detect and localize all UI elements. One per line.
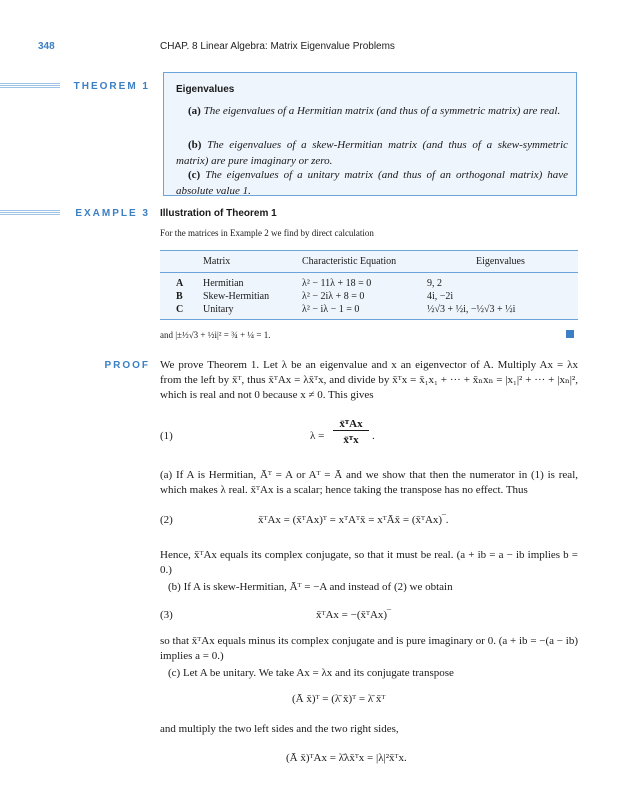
equation-1-denominator: x̄ᵀx [343, 434, 359, 446]
running-head: CHAP. 8 Linear Algebra: Matrix Eigenvalue Problems [160, 41, 395, 52]
theorem-item-b-text: The eigenvalues of a skew-Hermitian matrix (and thus of a skew-symmetric matrix) are pure imaginary or zero. [176, 139, 569, 167]
theorem-item-c [176, 167, 568, 199]
example-label: EXAMPLE 3 [75, 208, 150, 219]
proof-paragraph-c: (c) Let A be unitary. We take Ax = λx and its conjugate transpose [168, 667, 454, 679]
theorem-item-a [176, 103, 568, 119]
proof-paragraph-a2: Hence, x̄ᵀAx equals its complex conjugate, so that it must be real. (a + ib = a − ib implies b = 0.) [160, 549, 578, 576]
equation-4: (Ā x̄)ᵀ = (λ̄ x̄)ᵀ = λ̄ x̄ᵀ [292, 693, 386, 705]
theorem-item-b-label: (b) [188, 139, 202, 151]
table-row-a-equation: λ² − 11λ + 18 = 0 [302, 278, 372, 289]
theorem-rule [0, 83, 60, 91]
proof-paragraph-c2: and multiply the two left sides and the two right sides, [160, 723, 399, 735]
theorem-item-a-text: The eigenvalues of a Hermitian matrix (and thus of a symmetric matrix) are real. [203, 105, 561, 117]
table-row-a-eigenvalues: 9, 2 [427, 278, 442, 289]
table-row-c-letter: C [176, 304, 184, 315]
table-header-equation: Characteristic Equation [302, 256, 397, 267]
table-row-b-eigenvalues: 4i, −2i [427, 291, 454, 302]
table-row-c-eigenvalues: ½√3 + ½i, −½√3 + ½i [427, 304, 516, 315]
example-title: Illustration of Theorem 1 [160, 208, 277, 219]
table-row-b-type: Skew-Hermitian [203, 291, 270, 302]
theorem-title: Eigenvalues [176, 84, 235, 95]
table-row-a-type: Hermitian [203, 278, 244, 289]
equation-1-numerator: x̄ᵀAx [333, 418, 369, 431]
equation-5: (Ā x̄)ᵀAx = λ̄λx̄ᵀx = |λ|²x̄ᵀx. [286, 752, 407, 764]
proof-paragraph-a: (a) If A is Hermitian, Āᵀ = A or Aᵀ = Ā and we show that then the numerator in (1) is real, which makes λ real. x̄ᵀAx is a scalar; hence taking the transpose has no effect. Thus [160, 469, 578, 496]
theorem-box [163, 72, 577, 196]
table-header-matrix: Matrix [203, 256, 231, 267]
equation-1-number: (1) [160, 430, 173, 442]
table-row-a-letter: A [176, 278, 184, 289]
equation-3: x̄ᵀAx = −(x̄ᵀAx)‾ [316, 609, 391, 621]
table-row-b-equation: λ² − 2iλ + 8 = 0 [302, 291, 365, 302]
equation-2: x̄ᵀAx = (x̄ᵀAx)ᵀ = xᵀAᵀx̄ = xᵀĀx̄ = (x̄ᵀAx)‾. [258, 514, 449, 526]
theorem-item-c-text: The eigenvalues of a unitary matrix (and thus of an orthogonal matrix) have absolute value 1. [176, 169, 568, 197]
example-closing: and |±½√3 + ½i|² = ¾ + ¼ = 1. [160, 330, 271, 340]
end-of-example-square [566, 330, 574, 338]
proof-paragraph-b2: so that x̄ᵀAx equals minus its complex conjugate and is pure imaginary or 0. (a + ib = −(a − ib) implies a = 0.) [160, 635, 578, 662]
example-intro: For the matrices in Example 2 we find by direct calculation [160, 228, 374, 238]
proof-paragraph-b: (b) If A is skew-Hermitian, Āᵀ = −A and instead of (2) we obtain [168, 581, 453, 593]
theorem-label: THEOREM 1 [73, 81, 150, 92]
theorem-item-b [176, 137, 568, 169]
table-header-eigenvalues: Eigenvalues [476, 256, 525, 267]
example-rule [0, 210, 60, 218]
proof-paragraph-1: We prove Theorem 1. Let λ be an eigenvalue and x an eigenvector of A. Multiply Ax = λx from the left by x̄ᵀ, thus x̄ᵀAx = λx̄ᵀx, and divide by x̄ᵀx = x̄₁x₁ + ··· + x̄ₙxₙ = |x₁|² + ··· + |xₙ|², which is real and not 0 because x ≠ 0. This gives [160, 359, 578, 401]
eigenvalue-table [160, 250, 578, 320]
table-row-c-equation: λ² − iλ − 1 = 0 [302, 304, 360, 315]
table-row-c-type: Unitary [203, 304, 234, 315]
table-row-b-letter: B [176, 291, 183, 302]
theorem-item-a-label: (a) [188, 105, 201, 117]
equation-1-tail: . [372, 430, 375, 442]
page-number: 348 [38, 41, 55, 52]
table-header-rule [160, 272, 578, 273]
equation-2-number: (2) [160, 514, 173, 526]
equation-1-lhs: λ = [310, 430, 325, 442]
proof-label: PROOF [104, 360, 150, 371]
equation-3-number: (3) [160, 609, 173, 621]
theorem-item-c-label: (c) [188, 169, 201, 181]
